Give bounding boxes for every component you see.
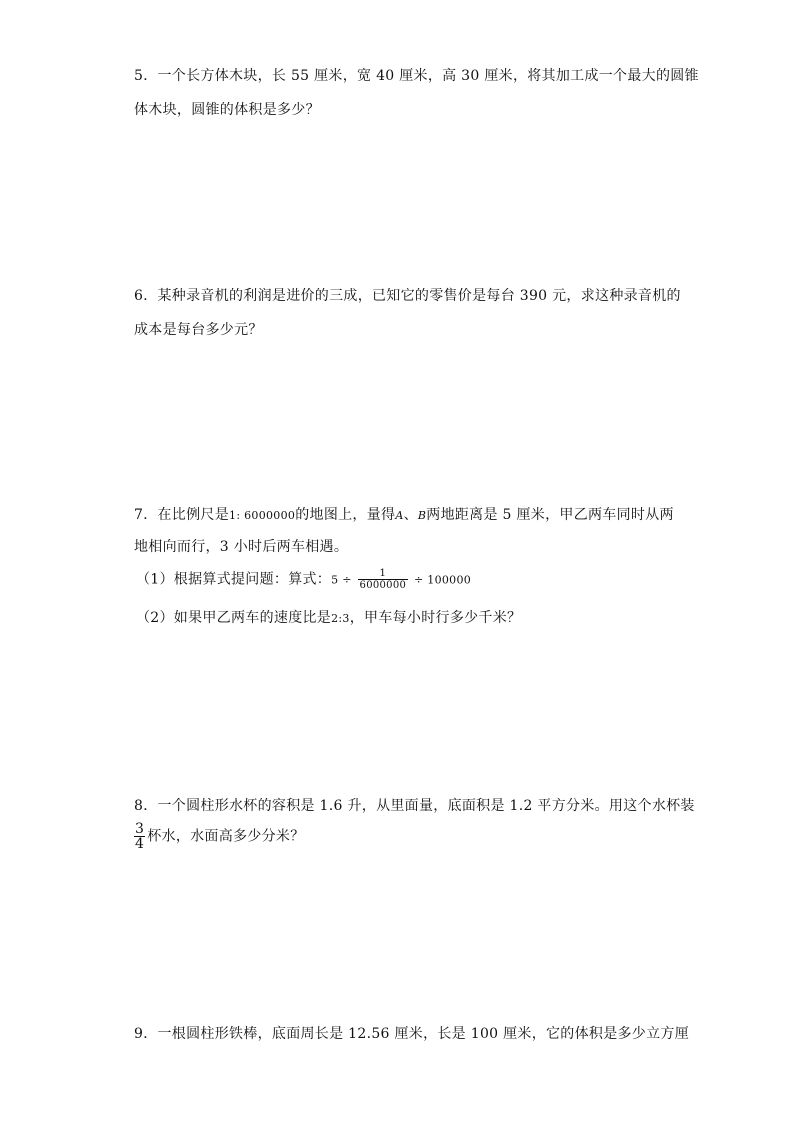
question-7-subquestion-1 bbox=[136, 568, 471, 591]
speed-ratio: 2:3 bbox=[331, 612, 350, 625]
question-7-line-2: 地相向而行，3 小时后两车相遇。 bbox=[134, 539, 349, 555]
question-9-line-1: 9．一根圆柱形铁棒，底面周长是 12.56 厘米，长是 100 厘米，它的体积是多少立方厘 bbox=[134, 1026, 690, 1042]
formula-fraction bbox=[358, 568, 409, 591]
cup-fraction-denominator: 4 bbox=[135, 836, 145, 852]
question-7-subquestion-2 bbox=[136, 608, 521, 629]
question-8-line-2 bbox=[134, 822, 305, 851]
cup-fraction bbox=[134, 822, 145, 851]
point-separator: 、 bbox=[403, 507, 418, 523]
map-scale: 1: 6000000 bbox=[229, 509, 296, 522]
question-6-line-2: 成本是每台多少元？ bbox=[134, 322, 263, 338]
formula-right: ÷ 100000 bbox=[410, 573, 472, 587]
question-5-line-2: 体木块，圆锥的体积是多少？ bbox=[134, 102, 320, 118]
question-7-text-b: 的地图上，量得 bbox=[295, 507, 396, 523]
cup-fraction-numerator: 3 bbox=[135, 821, 145, 837]
question-7-text-c: 两地距离是 5 厘米，甲乙两车同时从两 bbox=[426, 507, 674, 523]
fraction-denominator: 6000000 bbox=[359, 580, 407, 591]
question-8-text: 杯水，水面高多少分米？ bbox=[147, 828, 305, 845]
subquestion-2-text-a: （2）如果甲乙两车的速度比是 bbox=[136, 610, 332, 626]
question-7-line-1 bbox=[134, 505, 674, 526]
subquestion-2-text-b: ，甲车每小时行多少千米？ bbox=[349, 610, 522, 626]
question-5-line-1: 5．一个长方体木块，长 55 厘米，宽 40 厘米，高 30 厘米，将其加工成一个最大的圆锥 bbox=[134, 68, 699, 84]
question-7-text-a: 7．在比例尺是 bbox=[134, 507, 230, 523]
subquestion-1-label: （1）根据算式提问题：算式： bbox=[136, 571, 332, 588]
question-8-line-1: 8．一个圆柱形水杯的容积是 1.6 升，从里面量，底面积是 1.2 平方分米。用这个水杯装 bbox=[134, 798, 695, 814]
question-6-line-1: 6．某种录音机的利润是进价的三成，已知它的零售价是每台 390 元，求这种录音机的 bbox=[134, 288, 681, 304]
point-a-label: A bbox=[395, 509, 404, 522]
point-b-label: B bbox=[417, 509, 427, 522]
fraction-numerator: 1 bbox=[379, 568, 387, 579]
formula-left: 5 ÷ bbox=[331, 573, 356, 587]
